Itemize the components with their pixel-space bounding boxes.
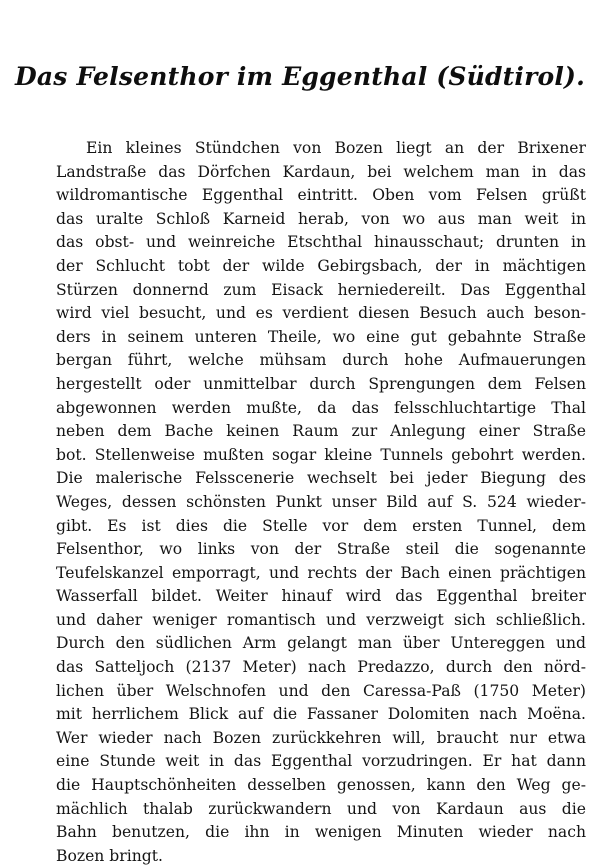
text-line: wildromantische Eggenthal eintritt. Oben vom Felsen grüßt — [56, 186, 586, 205]
text-line: Teufelskanzel emporragt, und rechts der Bach einen prächtigen — [56, 563, 586, 582]
text-line: eine Stunde weit in das Eggenthal vorzudringen. Er hat dann — [56, 752, 586, 771]
text-line: das uralte Schloß Karneid herab, von wo aus man weit in — [56, 209, 586, 228]
text-line: Wer wieder nach Bozen zurückkehren will, braucht nur etwa — [56, 728, 586, 747]
text-line: bot. Stellenweise mußten sogar kleine Tunnels gebohrt werden. — [56, 445, 586, 464]
text-line: lichen über Welschnofen und den Caressa-Paß (1750 Meter) — [56, 681, 586, 700]
text-line: wird viel besucht, und es verdient diesen Besuch auch beson- — [56, 304, 586, 323]
text-line: und daher weniger romantisch und verzweigt sich schließlich. — [56, 610, 586, 629]
text-line: Wasserfall bildet. Weiter hinauf wird das Eggenthal breiter — [56, 587, 586, 606]
text-line: die Hauptschönheiten desselben genossen, kann den Weg ge- — [56, 776, 586, 795]
article-body — [56, 137, 586, 868]
text-line: Felsenthor, wo links von der Straße steil die sogenannte — [56, 540, 586, 559]
text-line: Bahn benutzen, die ihn in wenigen Minuten wieder nach — [56, 823, 586, 842]
article-title: Das Felsenthor im Eggenthal (Südtirol). — [14, 62, 585, 91]
text-line: mit herrlichem Blick auf die Fassaner Dolomiten nach Moëna. — [56, 705, 586, 724]
text-line: bergan führt, welche mühsam durch hohe Aufmauerungen — [56, 351, 586, 370]
text-line: Stürzen donnernd zum Eisack herniedereilt. Das Eggenthal — [56, 280, 586, 299]
text-line: Die malerische Felsscenerie wechselt bei jeder Biegung des — [56, 469, 586, 488]
text-line: Landstraße das Dörfchen Kardaun, bei welchem man in das — [56, 162, 586, 181]
text-line: Ein kleines Stündchen von Bozen liegt an der Brixener — [86, 139, 586, 157]
text-line: Bozen bringt. — [56, 846, 163, 865]
text-line: mächlich thalab zurückwandern und von Kardaun aus die — [56, 799, 586, 818]
text-line: der Schlucht tobt der wilde Gebirgsbach, der in mächtigen — [56, 256, 586, 275]
text-line: gibt. Es ist dies die Stelle vor dem ersten Tunnel, dem — [56, 516, 586, 535]
text-line: Weges, dessen schönsten Punkt unser Bild auf S. 524 wieder- — [56, 492, 586, 511]
text-line: neben dem Bache keinen Raum zur Anlegung einer Straße — [56, 422, 586, 441]
text-line: Durch den südlichen Arm gelangt man über Untereggen und — [56, 634, 586, 653]
text-line: das Satteljoch (2137 Meter) nach Predazzo, durch den nörd- — [56, 658, 586, 677]
text-line: das obst- und weinreiche Etschthal hinausschaut; drunten in — [56, 233, 586, 252]
text-line: hergestellt oder unmittelbar durch Sprengungen dem Felsen — [56, 374, 586, 393]
text-line: ders in seinem unteren Theile, wo eine gut gebahnte Straße — [56, 327, 586, 346]
text-line: abgewonnen werden mußte, da das felsschluchtartige Thal — [56, 398, 586, 417]
